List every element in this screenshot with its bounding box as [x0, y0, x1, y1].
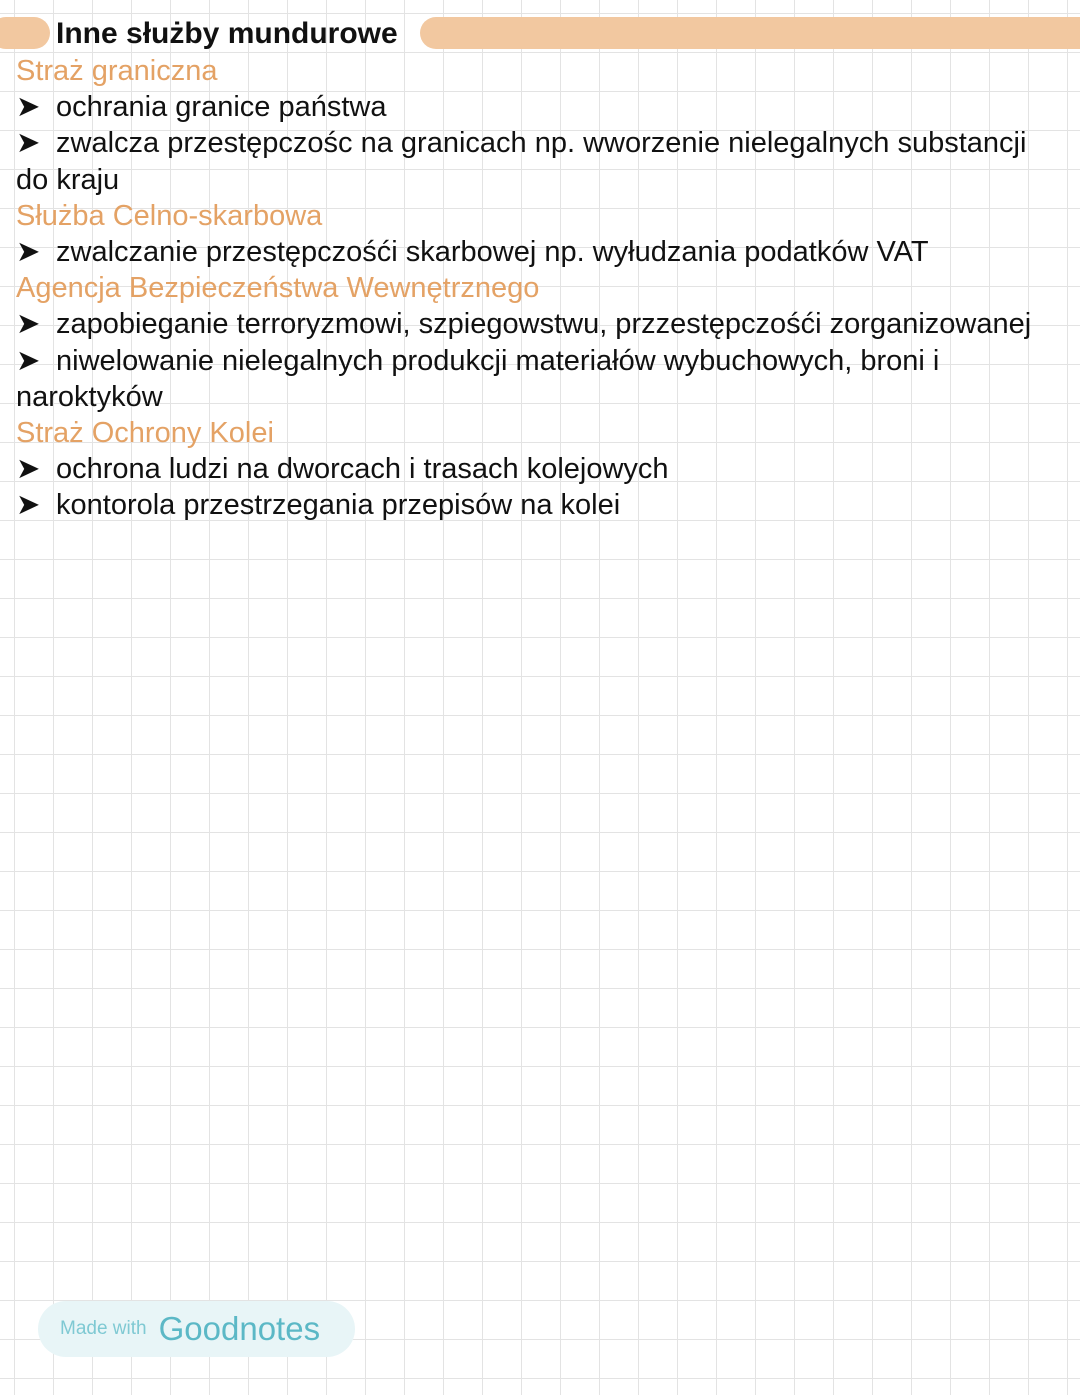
arrow-bullet-icon: ➤: [16, 91, 41, 124]
list-item: [16, 234, 1066, 270]
section-heading: Straż graniczna: [16, 55, 218, 87]
section-heading: Agencja Bezpieczeństwa Wewnętrznego: [16, 272, 540, 305]
goodnotes-logo: Goodnotes: [158, 1310, 321, 1347]
list-item: [16, 125, 1066, 197]
list-item-text: niwelowanie nielegalnych produkcji materiałów wybuchowych, broni i naroktyków: [16, 344, 940, 413]
list-item-text: zwalczanie przestępczośći skarbowej np. wyłudzania podatków VAT: [56, 236, 929, 269]
list-item: [16, 487, 1066, 523]
list-item-text: zwalcza przestępczośc na granicach np. wworzenie nielegalnych substancji do kraju: [16, 127, 1027, 196]
arrow-bullet-icon: ➤: [16, 308, 41, 341]
list-item: [16, 451, 1066, 487]
list-item-text: zapobieganie terroryzmowi, szpiegowstwu, przzestępczośći zorganizowanej: [56, 308, 1032, 341]
arrow-bullet-icon: ➤: [16, 344, 41, 377]
section-abw: [16, 270, 1066, 415]
page-title: Inne służby mundurowe: [56, 17, 398, 50]
arrow-bullet-icon: ➤: [16, 127, 41, 160]
title-highlight-left: [0, 17, 50, 49]
title-highlight-right: [420, 17, 1080, 49]
section-straz-graniczna: [16, 53, 1066, 198]
notes-content: [16, 53, 1066, 524]
list-item-text: ochrona ludzi na dworcach i trasach kolejowych: [56, 453, 669, 486]
list-item: [16, 343, 1066, 415]
made-with-goodnotes-badge: [38, 1301, 355, 1357]
section-heading: Służba Celno-skarbowa: [16, 199, 323, 232]
arrow-bullet-icon: ➤: [16, 236, 41, 269]
arrow-bullet-icon: ➤: [16, 489, 41, 522]
arrow-bullet-icon: ➤: [16, 453, 41, 486]
list-item: [16, 89, 1066, 125]
section-straz-ochrony-kolei: [16, 415, 1066, 524]
badge-prefix: Made with: [60, 1318, 147, 1339]
list-item-text: ochrania granice państwa: [56, 91, 387, 124]
section-sluzba-celno-skarbowa: [16, 198, 1066, 270]
section-heading: Straż Ochrony Kolei: [16, 417, 274, 450]
list-item: [16, 306, 1066, 342]
list-item-text: kontorola przestrzegania przepisów na kolei: [56, 489, 621, 522]
